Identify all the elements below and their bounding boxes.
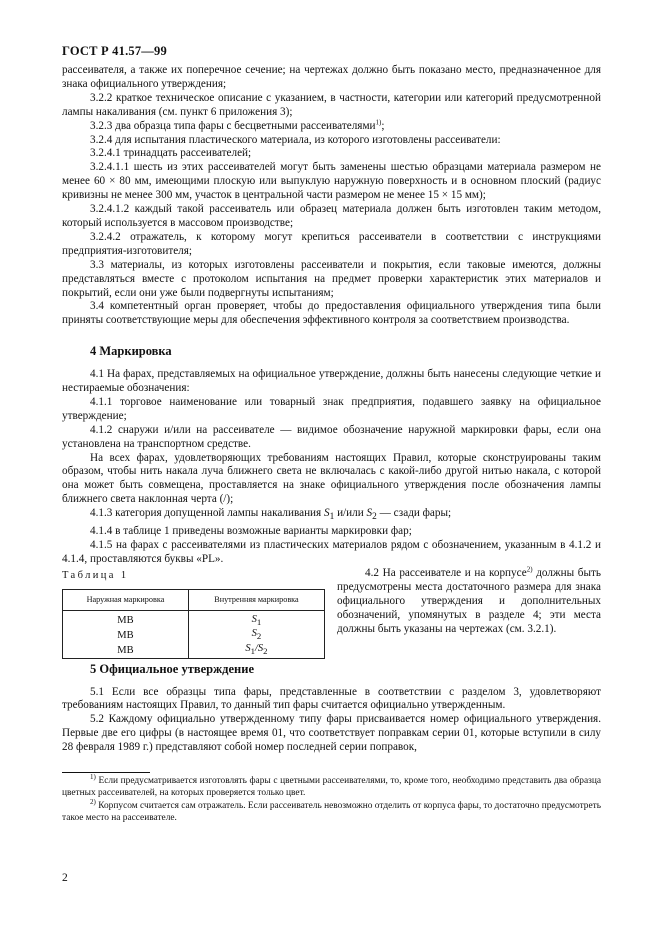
paragraph: 3.2.2 краткое техническое описание с указанием, в частности, категории или категорий предусмотренной лампы накаливания (см. пункт 6 приложения 3);	[62, 91, 601, 118]
punctuation: ;	[381, 119, 385, 132]
paragraph: 4.2 На рассеивателе и на корпусе$^{2)}$ должны быть предусмотрены места достаточного размера для знака официального утверждения и дополнительных обозначений, упомянутых в разделе 4; эти места должны быть указаны на чертежах (см. 3.2.1).	[337, 565, 601, 635]
table-header: Наружная маркировка	[63, 589, 189, 610]
table-cell: $S_2$	[188, 628, 324, 643]
footnote-1: $^{1)}$ Если предусматривается изготовлять фары с цветными рассеивателями, то, кроме того, необходимо представить два образца цветных рассеивателей, на которых проверяется только цвет.	[62, 772, 602, 798]
paragraph: 3.2.4.2 отражатель, к которому могут крепиться рассеиватели в соответствии с инструкциями предприятия-изготовителя;	[62, 230, 601, 257]
table-cell: $S_1/S_2$	[188, 643, 324, 658]
paragraph: 4.1.2 снаружи и/или на рассеивателе — видимое обозначение наружной маркировки фары, если она установлена на транспортном средстве.	[62, 423, 601, 450]
paragraph: 3.2.4 для испытания пластического материала, из которого изготовлены рассеиватели:	[90, 133, 501, 146]
paragraph: 3.3 материалы, из которых изготовлены рассеиватели и покрытия, если таковые имеются, должны представляться вместе с протоколом испытания на предмет проверки характеристик этих материалов и покрытий, если они уже были подвергнуты испытаниям;	[62, 258, 601, 299]
table-row	[63, 643, 325, 658]
footnote-ref: 2)	[526, 565, 533, 574]
section-heading-5: 5 Официальное утверждение	[90, 661, 254, 676]
table-cell: МВ	[63, 610, 189, 628]
page-number: 2	[62, 872, 68, 884]
table-header: Внутренняя маркировка	[188, 589, 324, 610]
page-body	[62, 64, 601, 755]
marking-table	[62, 589, 325, 659]
paragraph: 4.1 На фарах, представляемых на официальное утверждение, должны быть нанесены следующие четкие и нестираемые обозначения:	[62, 368, 601, 395]
paragraph: 4.1.3 категория допущенной лампы накаливания $S_1$ и/или $S_2$ — сзади фары;	[90, 507, 452, 523]
table-cell: МВ	[63, 643, 189, 658]
paragraph: 4.1.4 в таблице 1 приведены возможные варианты маркировки фар;	[90, 525, 412, 538]
paragraph: 3.2.4.1.1 шесть из этих рассеивателей могут быть заменены шестью образцами материала размером не менее 60 × 80 мм, имеющими плоскую или выпуклую наружную поверхность и в основном плоский (радиус кривизны не менее 300 мм, участок в центральной части размером не менее 15 × 15 мм);	[62, 161, 601, 202]
paragraph: 3.2.4.1.2 каждый такой рассеиватель или образец материала должен быть изготовлен таким методом, который используется в массовом производстве;	[62, 203, 601, 229]
paragraph: рассеивателя, а также их поперечное сечение; на чертежах должно быть показано место, предназначенное для знака официального утверждения;	[62, 64, 601, 90]
footnote-2: $^{2)}$ Корпусом считается сам отражатель. Если рассеиватель невозможно отделить от корпуса фары, то достаточно предусмотреть такое место на рассеивателе.	[62, 797, 602, 823]
paragraph: На всех фарах, удовлетворяющих требованиям настоящих Правил, которые сконструированы таким образом, чтобы нить накала луча ближнего света не включалась с какой-либо другой нитью накала, с которой она может быть совмещена, проставляется на знаке официального утверждения после обозначения лампы ближнего света наклонная черта (/);	[62, 451, 601, 506]
table-cell: МВ	[63, 628, 189, 643]
table-row	[63, 610, 325, 628]
table-cell: $S_1$	[188, 610, 324, 628]
paragraph	[62, 117, 601, 134]
paragraph: 5.1 Если все образцы типа фары, представленные в соответствии с разделом 3, удовлетворяют требованиям настоящих Правил, то данный тип фары считается официально утвержденным.	[62, 685, 601, 712]
paragraph: 3.2.4.1 тринадцать рассеивателей;	[90, 147, 252, 160]
document-header: ГОСТ Р 41.57—99	[62, 44, 167, 58]
table-1	[62, 569, 325, 659]
paragraph: 4.1.5 на фарах с рассеивателями из пластических материалов рядом с обозначением, указанным в 4.1.2 и 4.1.4, проставляются буквы «PL».	[62, 539, 601, 566]
paragraph: 5.2 Каждому официально утвержденному типу фары присваивается номер официального утверждения. Первые две его цифры (в настоящее время 01, что соответствует поправкам серии 01, которые вступили в силу 28 февраля 1989 г.) представляют собой номер последней серии поправок,	[62, 713, 601, 754]
footnote-ref: 1)	[375, 117, 382, 126]
footnote-divider	[62, 772, 150, 773]
paragraph: 3.4 компетентный орган проверяет, чтобы до предоставления официального утверждения типа были приняты соответствующие меры для обеспечения эффективного контроля за соответствием производства.	[62, 300, 601, 327]
section-heading-4: 4 Маркировка	[90, 344, 172, 359]
table-caption: Таблица 1	[62, 570, 129, 582]
table-row	[63, 628, 325, 643]
paragraph-text: 3.2.3 два образца типа фары с бесцветными рассеивателями	[90, 119, 376, 132]
paragraph: 4.1.1 торговое наименование или товарный знак предприятия, подавшего заявку на официальное утверждение;	[62, 395, 601, 422]
